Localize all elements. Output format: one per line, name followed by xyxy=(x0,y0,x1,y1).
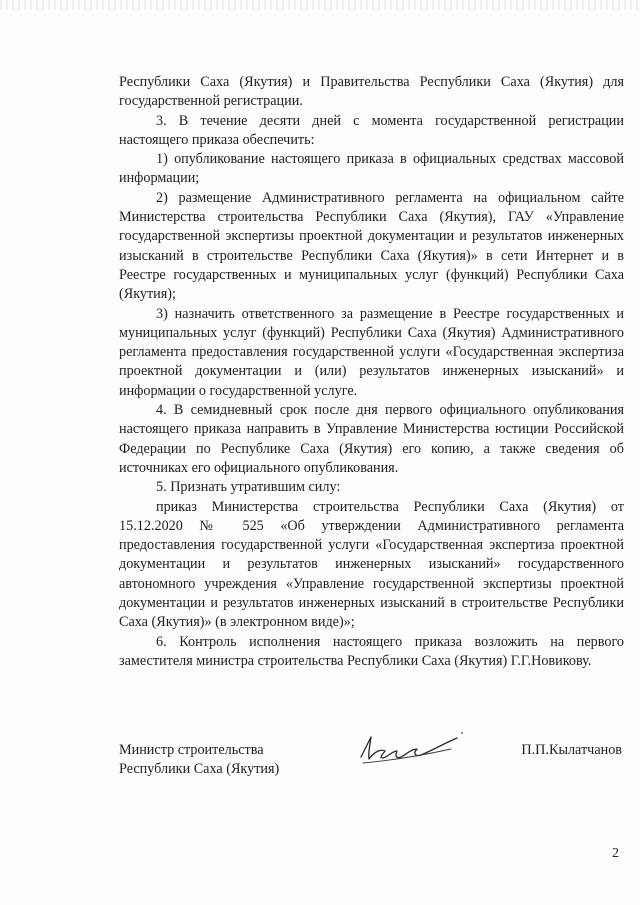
document-body xyxy=(119,73,624,671)
paragraph: 3) назначить ответственного за размещение в Реестре государственных и муниципальных услуг (функций) Республики Саха (Якутия) Административного регламента предоставления государственной услуги «Государственная экспертиза проектной документации и (или) результатов инженерных изысканий» и информации о государственной услуге. xyxy=(119,305,624,399)
paragraph: 2) размещение Административного регламента на официальном сайте Министерства строительства Республики Саха (Якутия), ГАУ «Управление государственной экспертизы проектной документации и результатов инженерных изысканий в строительстве Республики Саха (Якутия)» в сети Интернет и в Реестре государственных и муниципальных услуг (функций) Республики Саха (Якутия); xyxy=(119,189,624,303)
handwritten-signature-icon xyxy=(355,727,465,771)
scan-artifact xyxy=(0,0,640,10)
paragraph: 1) опубликование настоящего приказа в официальных средствах массовой информации; xyxy=(119,151,624,187)
signatory-position xyxy=(119,741,279,780)
paragraph: приказ Министерства строительства Республики Саха (Якутия) от 15.12.2020 № 525 «Об утверждении Административного регламента предоставления государственной услуги «Государственная экспертиза проектной документации и результатов инженерных изысканий» государственного автономного учреждения «Управление государственной экспертизы проектной документации и результатов инженерных изысканий в строительстве Республики Саха (Якутия)» (в электронном виде)»; xyxy=(119,498,624,631)
position-line: Республики Саха (Якутия) xyxy=(119,761,280,778)
position-line: Министр строительства xyxy=(119,742,264,758)
signatory-name: П.П.Кылатчанов xyxy=(521,742,622,758)
signature-block xyxy=(119,741,624,791)
paragraph: 3. В течение десяти дней с момента государственной регистрации настоящего приказа обеспечить: xyxy=(119,112,624,148)
paragraph: 5. Признать утратившим силу: xyxy=(156,479,341,496)
page-number: 2 xyxy=(612,846,619,861)
paragraph: 4. В семидневный срок после дня первого официального опубликования настоящего приказа направить в Управление Министерства юстиции Российской Федерации по Республике Саха (Якутия) его копию, а также сведения об источниках его официального опубликования. xyxy=(119,402,624,476)
paragraph: Республики Саха (Якутия) и Правительства Республики Саха (Якутия) для государственной регистрации. xyxy=(119,74,624,110)
paragraph: 6. Контроль исполнения настоящего приказа возложить на первого заместителя министра строительства Республики Саха (Якутия) Г.Г.Новикову. xyxy=(119,633,624,669)
